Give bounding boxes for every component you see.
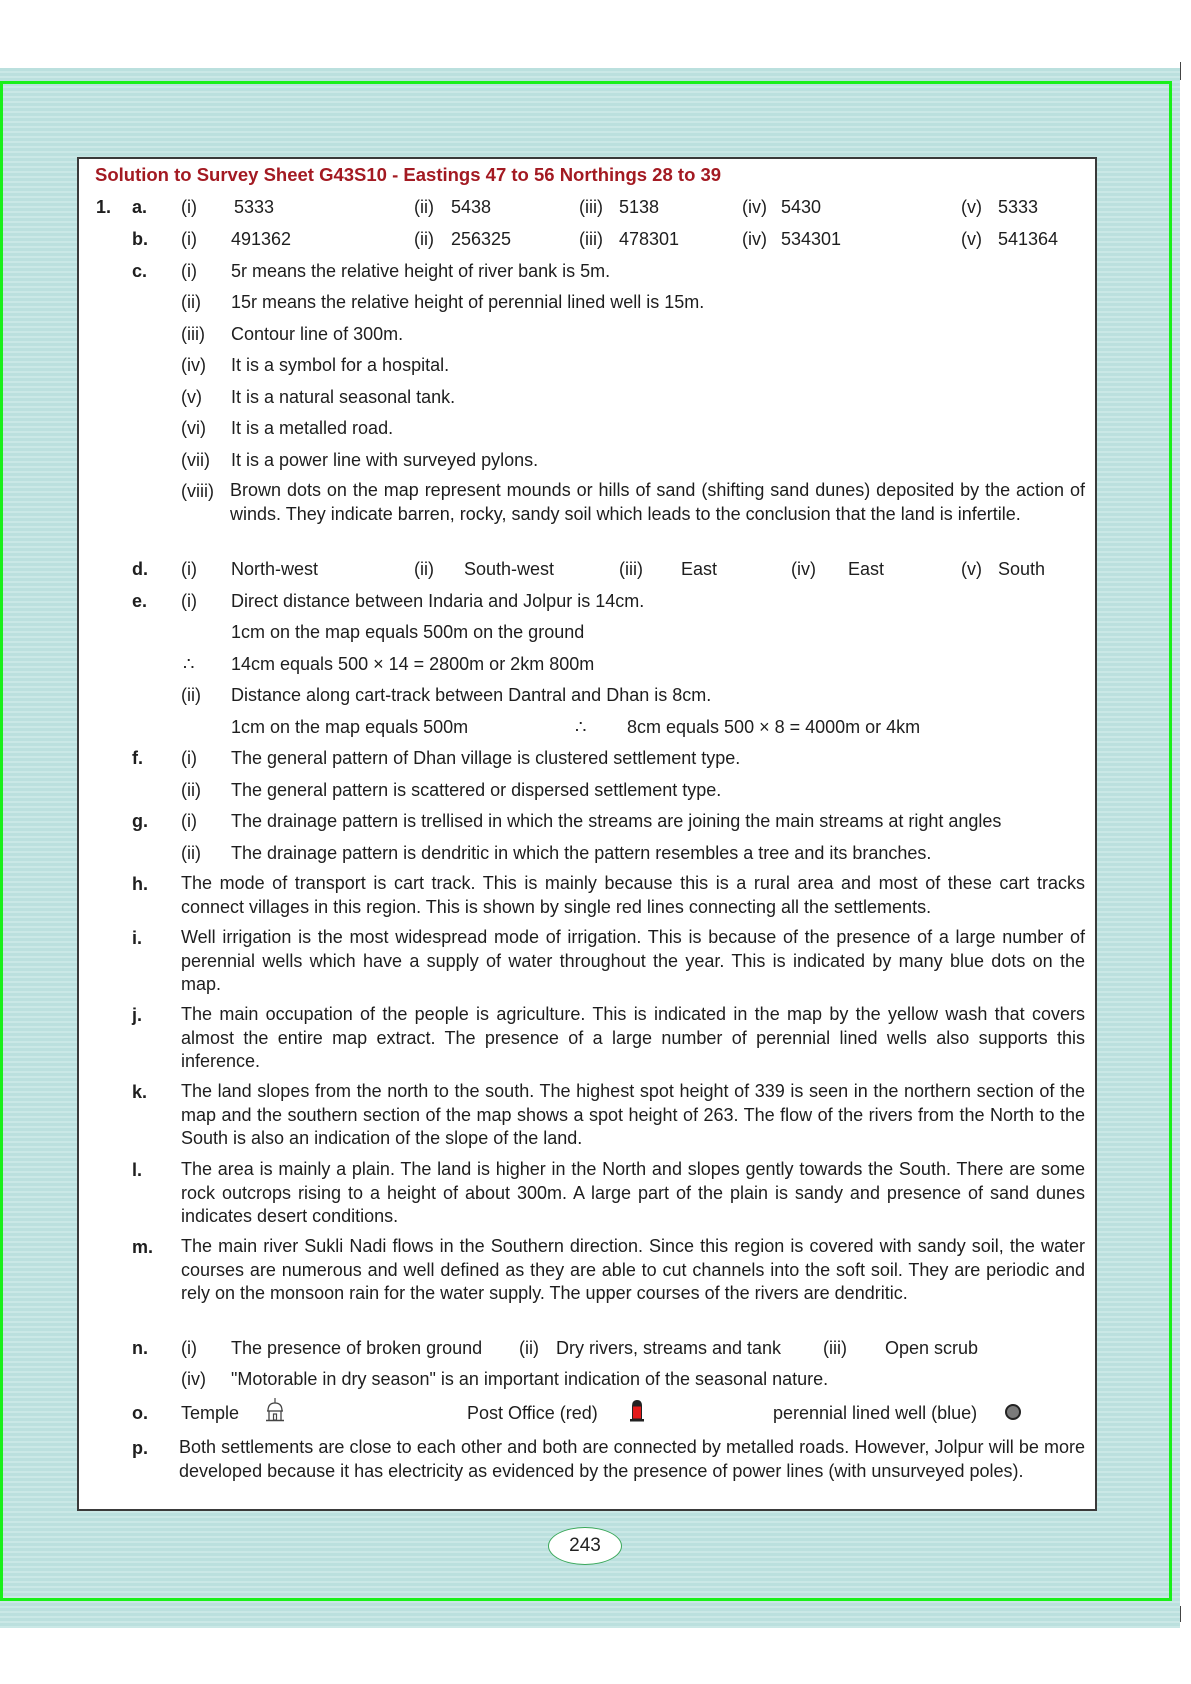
answer-text: It is a power line with surveyed pylons.	[231, 450, 539, 470]
answer-text: Direct distance between Indaria and Jolpur is 14cm.	[231, 591, 645, 611]
answer-value: 541364	[998, 229, 1059, 249]
answer-value: East	[681, 559, 718, 579]
crop-mark	[1180, 1606, 1181, 1622]
part-letter: m.	[132, 1237, 154, 1257]
sub-label: (ii)	[519, 1338, 539, 1358]
answer-text: 1cm on the map equals 500m	[231, 717, 469, 737]
answer-b-row	[79, 227, 1095, 251]
answer-g-row	[79, 841, 1095, 865]
answer-value: 5333	[998, 197, 1039, 217]
answer-paragraph: The main occupation of the people is agriculture. This is indicated in the map by the yellow wash that covers almost the entire map extract. The presence of a large number of perennial lined wells also supports this inference.	[181, 1004, 1085, 1071]
answer-paragraph: The mode of transport is cart track. This is mainly because this is a rural area and most of these cart tracks connect villages in this region. This is shown by single red lines connecting all the settlements.	[181, 873, 1085, 917]
solution-box	[77, 157, 1097, 1511]
part-letter: k.	[132, 1082, 148, 1102]
answer-e-row	[79, 620, 1095, 644]
answer-text: The drainage pattern is dendritic in which the pattern resembles a tree and its branches.	[231, 843, 932, 863]
sub-label: (i)	[181, 197, 197, 217]
answer-text: Contour line of 300m.	[231, 324, 404, 344]
answer-text: It is a metalled road.	[231, 418, 394, 438]
answer-e-row	[79, 715, 1095, 739]
post-office-icon	[628, 1398, 646, 1430]
answer-value: 5333	[234, 197, 275, 217]
symbol-label-temple: Temple	[181, 1403, 240, 1423]
sub-label: (v)	[961, 197, 982, 217]
answer-paragraph: Brown dots on the map represent mounds or hills of sand (shifting sand dunes) deposited by the action of winds. They indicate barren, rocky, sandy soil which leads to the conclusion that the land is infertile.	[230, 480, 1085, 524]
therefore-symbol: ∴	[183, 654, 195, 674]
answer-text: "Motorable in dry season" is an important indication of the seasonal nature.	[231, 1369, 829, 1389]
part-letter: d.	[132, 559, 148, 579]
sub-label: (v)	[961, 559, 982, 579]
therefore-symbol: ∴	[575, 717, 587, 737]
sub-label: (iv)	[742, 197, 767, 217]
answer-g-row	[79, 809, 1095, 833]
sub-label: (i)	[181, 1338, 197, 1358]
answer-value: 256325	[451, 229, 512, 249]
sub-label: (iii)	[181, 324, 205, 344]
answer-c-row	[79, 259, 1095, 283]
page-number: 243	[548, 1527, 622, 1565]
answer-value: 5430	[781, 197, 822, 217]
answer-e-row	[79, 683, 1095, 707]
answer-a-row	[79, 195, 1095, 219]
answer-text: 1cm on the map equals 500m on the ground	[231, 622, 585, 642]
answer-e-row	[79, 589, 1095, 613]
answer-c-row	[79, 385, 1095, 409]
sub-label: (iii)	[579, 197, 603, 217]
part-letter: l.	[132, 1160, 143, 1180]
answer-f-row	[79, 778, 1095, 802]
sub-label: (ii)	[414, 229, 434, 249]
sub-label: (ii)	[181, 292, 201, 312]
sub-label: (vii)	[181, 450, 210, 470]
sub-label: (i)	[181, 748, 197, 768]
page-title: Solution to Survey Sheet G43S10 - Eastings 47 to 56 Northings 28 to 39	[95, 164, 722, 185]
answer-value: 5438	[451, 197, 492, 217]
answer-text: The drainage pattern is trellised in which the streams are joining the main streams at right angles	[231, 811, 1002, 831]
answer-text: Dry rivers, streams and tank	[556, 1338, 782, 1358]
answer-c-row	[79, 353, 1095, 377]
answer-c-row	[79, 322, 1095, 346]
sub-label: (iv)	[181, 355, 206, 375]
sub-label: (v)	[181, 387, 202, 407]
crop-mark	[1180, 62, 1181, 80]
sub-label: (iii)	[579, 229, 603, 249]
sub-label: (i)	[181, 229, 197, 249]
answer-text: Distance along cart-track between Dantral and Dhan is 8cm.	[231, 685, 712, 705]
sub-label: (iii)	[619, 559, 643, 579]
sub-label: (viii)	[181, 481, 214, 501]
part-letter: g.	[132, 811, 148, 831]
sub-label: (ii)	[181, 780, 201, 800]
answer-paragraph: Both settlements are close to each other and both are connected by metalled roads. However, Jolpur will be more developed because it has electricity as evidenced by the presence of power lines (with unsurveyed poles).	[179, 1437, 1085, 1481]
sub-label: (ii)	[181, 843, 201, 863]
answer-text: 5r means the relative height of river bank is 5m.	[231, 261, 611, 281]
sub-label: (i)	[181, 559, 197, 579]
part-letter: j.	[132, 1005, 143, 1025]
part-letter: o.	[132, 1403, 148, 1423]
sub-label: (ii)	[181, 685, 201, 705]
answer-text: The presence of broken ground	[231, 1338, 483, 1358]
answer-paragraph: The main river Sukli Nadi flows in the Southern direction. Since this region is covered with sandy soil, the water courses are numerous and well defined as they are able to cut channels into the soft soil. They are periodic and rely on the monsoon rain for the water supply. The upper courses of the rivers are dendritic.	[181, 1236, 1085, 1303]
answer-value: 5138	[619, 197, 660, 217]
answer-c-row	[79, 448, 1095, 472]
answer-text: It is a natural seasonal tank.	[231, 387, 456, 407]
sub-label: (vi)	[181, 418, 206, 438]
answer-n-row	[79, 1367, 1095, 1391]
answer-value: 491362	[231, 229, 292, 249]
symbol-label-well: perennial lined well (blue)	[773, 1403, 978, 1423]
answer-value: North-west	[231, 559, 319, 579]
answer-n-row	[79, 1336, 1095, 1360]
part-letter: i.	[132, 928, 143, 948]
answer-c-row	[79, 416, 1095, 440]
answer-text: 14cm equals 500 × 14 = 2800m or 2km 800m	[231, 654, 595, 674]
answer-value: 478301	[619, 229, 680, 249]
sub-label: (ii)	[414, 197, 434, 217]
answer-paragraph: The land slopes from the north to the south. The highest spot height of 339 is seen in the northern section of the map and the southern section of the map shows a spot height of 263. The flow of the rivers from the North to the South is also an indication of the slope of the land.	[181, 1081, 1085, 1148]
sub-label: (ii)	[414, 559, 434, 579]
well-icon	[1004, 1403, 1022, 1427]
answer-text: The general pattern is scattered or dispersed settlement type.	[231, 780, 722, 800]
sub-label: (i)	[181, 811, 197, 831]
answer-paragraph: The area is mainly a plain. The land is higher in the North and slopes gently towards the South. There are some rock outcrops rising to a height of about 300m. A large part of the plain is sandy and presence of sand dunes indicates desert conditions.	[181, 1159, 1085, 1226]
answer-o-row	[79, 1401, 1095, 1425]
sub-label: (v)	[961, 229, 982, 249]
part-letter: a.	[132, 197, 148, 217]
sub-label: (iv)	[181, 1369, 206, 1389]
answer-c-row	[79, 290, 1095, 314]
sub-label: (iv)	[791, 559, 816, 579]
sub-label: (i)	[181, 261, 197, 281]
answer-text: 15r means the relative height of perennial lined well is 15m.	[231, 292, 705, 312]
temple-icon	[265, 1397, 285, 1429]
answer-text: Open scrub	[885, 1338, 979, 1358]
part-letter: c.	[132, 261, 148, 281]
part-letter: b.	[132, 229, 148, 249]
symbol-label-post-office: Post Office (red)	[467, 1403, 598, 1423]
answer-value: South	[998, 559, 1046, 579]
answer-paragraph: Well irrigation is the most widespread mode of irrigation. This is because of the presence of a large number of perennial wells which have a supply of water throughout the year. This is indicated by many blue dots on the map.	[181, 927, 1085, 994]
part-letter: e.	[132, 591, 148, 611]
part-letter: h.	[132, 874, 148, 894]
answer-text: It is a symbol for a hospital.	[231, 355, 450, 375]
sub-label: (i)	[181, 591, 197, 611]
answer-e-row	[79, 652, 1095, 676]
answer-value: South-west	[464, 559, 555, 579]
answer-value: 534301	[781, 229, 842, 249]
answer-d-row	[79, 557, 1095, 581]
answer-value: East	[848, 559, 885, 579]
part-letter: f.	[132, 748, 143, 768]
part-letter: p.	[132, 1438, 148, 1458]
sub-label: (iv)	[742, 229, 767, 249]
answer-text: 8cm equals 500 × 8 = 4000m or 4km	[627, 717, 921, 737]
answer-text: The general pattern of Dhan village is clustered settlement type.	[231, 748, 741, 768]
question-number: 1.	[96, 197, 112, 217]
answer-f-row	[79, 746, 1095, 770]
sub-label: (iii)	[823, 1338, 847, 1358]
part-letter: n.	[132, 1338, 148, 1358]
